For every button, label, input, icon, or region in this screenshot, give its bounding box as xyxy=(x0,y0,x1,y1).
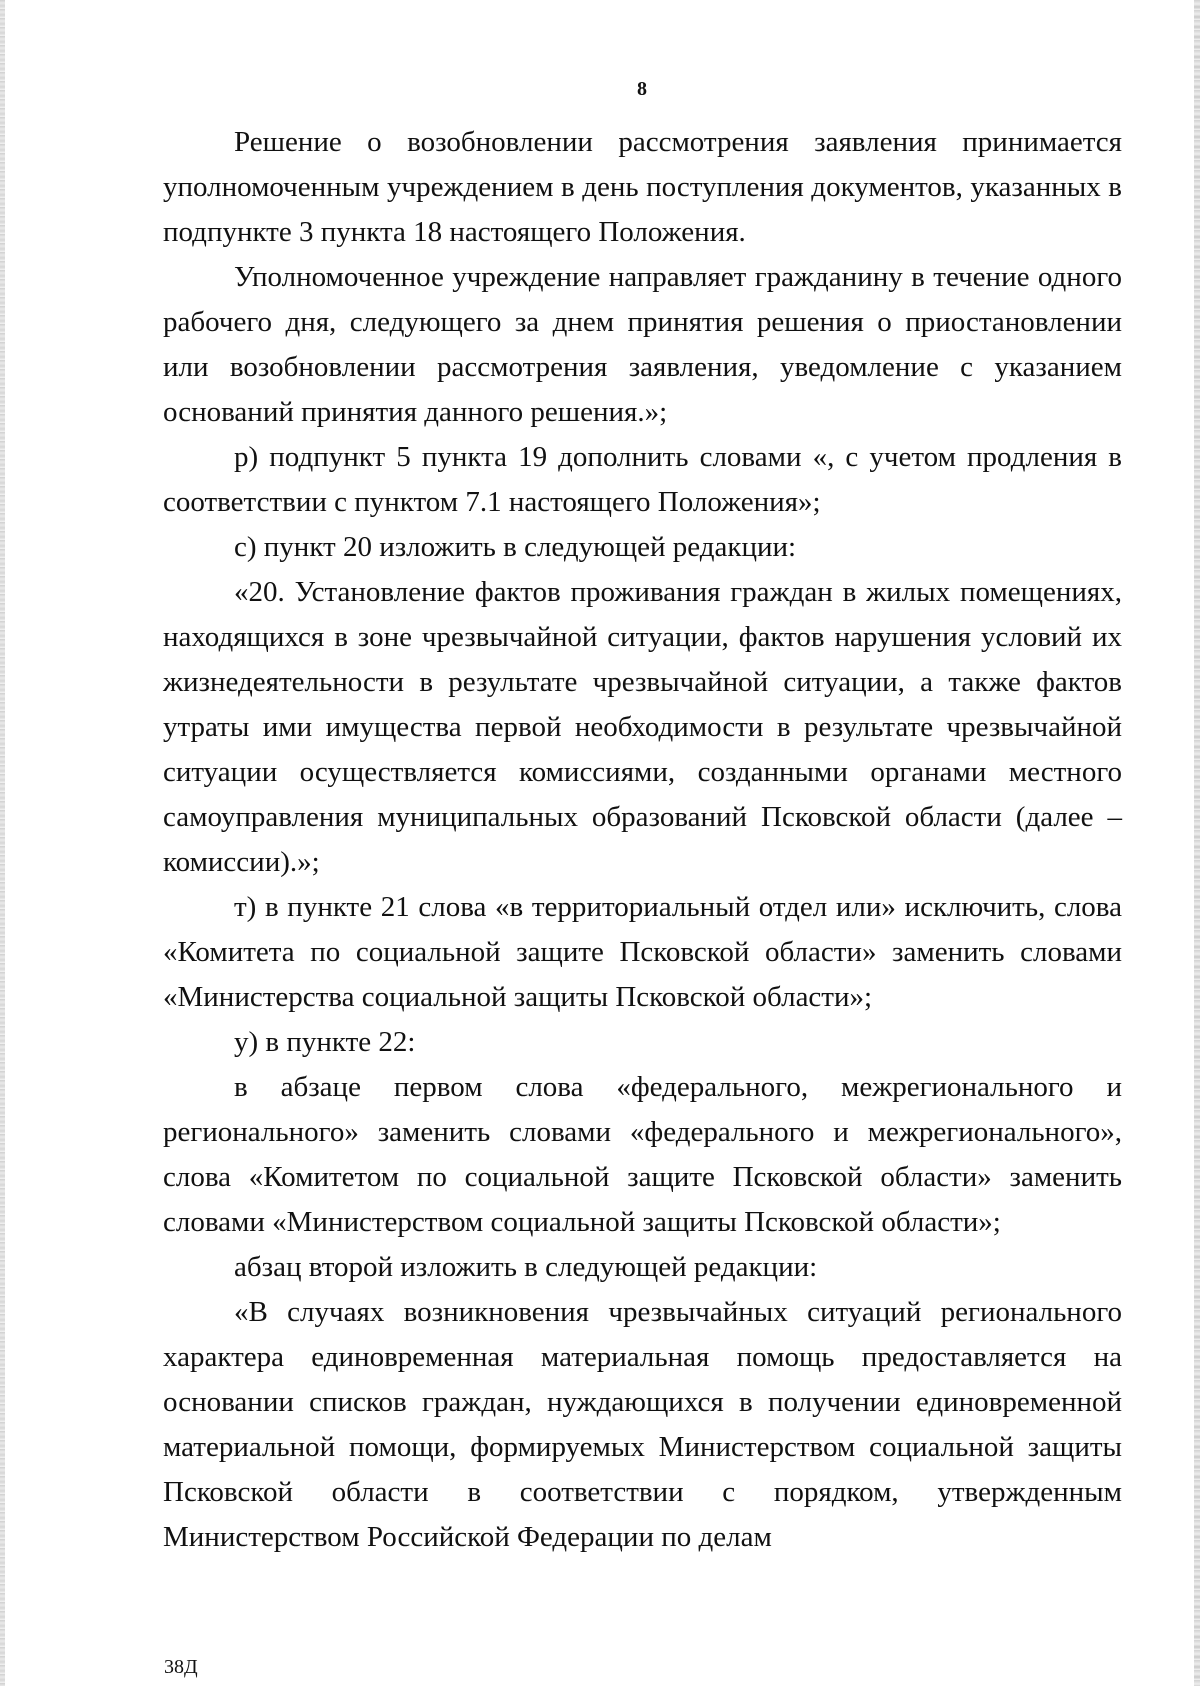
paragraph-7: у) в пункте 22: xyxy=(234,1026,416,1058)
document-text xyxy=(163,120,1122,1560)
paragraph-5: «20. Установление фактов проживания граждан в жилых помещениях, находящихся в зоне чрезвычайной ситуации, фактов нарушения условий их жизнедеятельности в результате чрезвычайной ситуации, а также фактов утраты ими имущества первой необходимости в результате чрезвычайной ситуации осуществляется комиссиями, созданными органами местного самоуправления муниципальных образований Псковской области (далее – комиссии).»; xyxy=(163,576,1122,878)
paragraph-1: Решение о возобновлении рассмотрения заявления принимается уполномоченным учреждением в день поступления документов, указанных в подпункте 3 пункта 18 настоящего Положения. xyxy=(163,126,1122,248)
paragraph-2: Уполномоченное учреждение направляет гражданину в течение одного рабочего дня, следующего за днем принятия решения о приостановлении или возобновлении рассмотрения заявления, уведомление с указанием оснований принятия данного решения.»; xyxy=(163,261,1122,428)
scan-edge-left xyxy=(0,0,5,1686)
paragraph-10: «В случаях возникновения чрезвычайных ситуаций регионального характера единовременная материальная помощь предоставляется на основании списков граждан, нуждающихся в получении единовременной материальной помощи, формируемых Министерством социальной защиты Псковской области в соответствии с порядком, утвержденным Министерством Российской Федерации по делам xyxy=(163,1296,1122,1553)
scan-edge-right xyxy=(1194,0,1200,1686)
page-number: 8 xyxy=(637,78,647,100)
paragraph-4: с) пункт 20 изложить в следующей редакции: xyxy=(234,531,797,563)
footer-code: 38Д xyxy=(164,1656,198,1678)
paragraph-9: абзац второй изложить в следующей редакции: xyxy=(234,1251,818,1283)
paragraph-6: т) в пункте 21 слова «в территориальный отдел или» исключить, слова «Комитета по социальной защите Псковской области» заменить словами «Министерства социальной защиты Псковской области»; xyxy=(163,891,1122,1013)
paragraph-8: в абзаце первом слова «федерального, межрегионального и регионального» заменить словами «федерального и межрегионального», слова «Комитетом по социальной защите Псковской области» заменить словами «Министерством социальной защиты Псковской области»; xyxy=(163,1071,1122,1238)
paragraph-3: р) подпункт 5 пункта 19 дополнить словами «, с учетом продления в соответствии с пунктом 7.1 настоящего Положения»; xyxy=(163,441,1122,518)
